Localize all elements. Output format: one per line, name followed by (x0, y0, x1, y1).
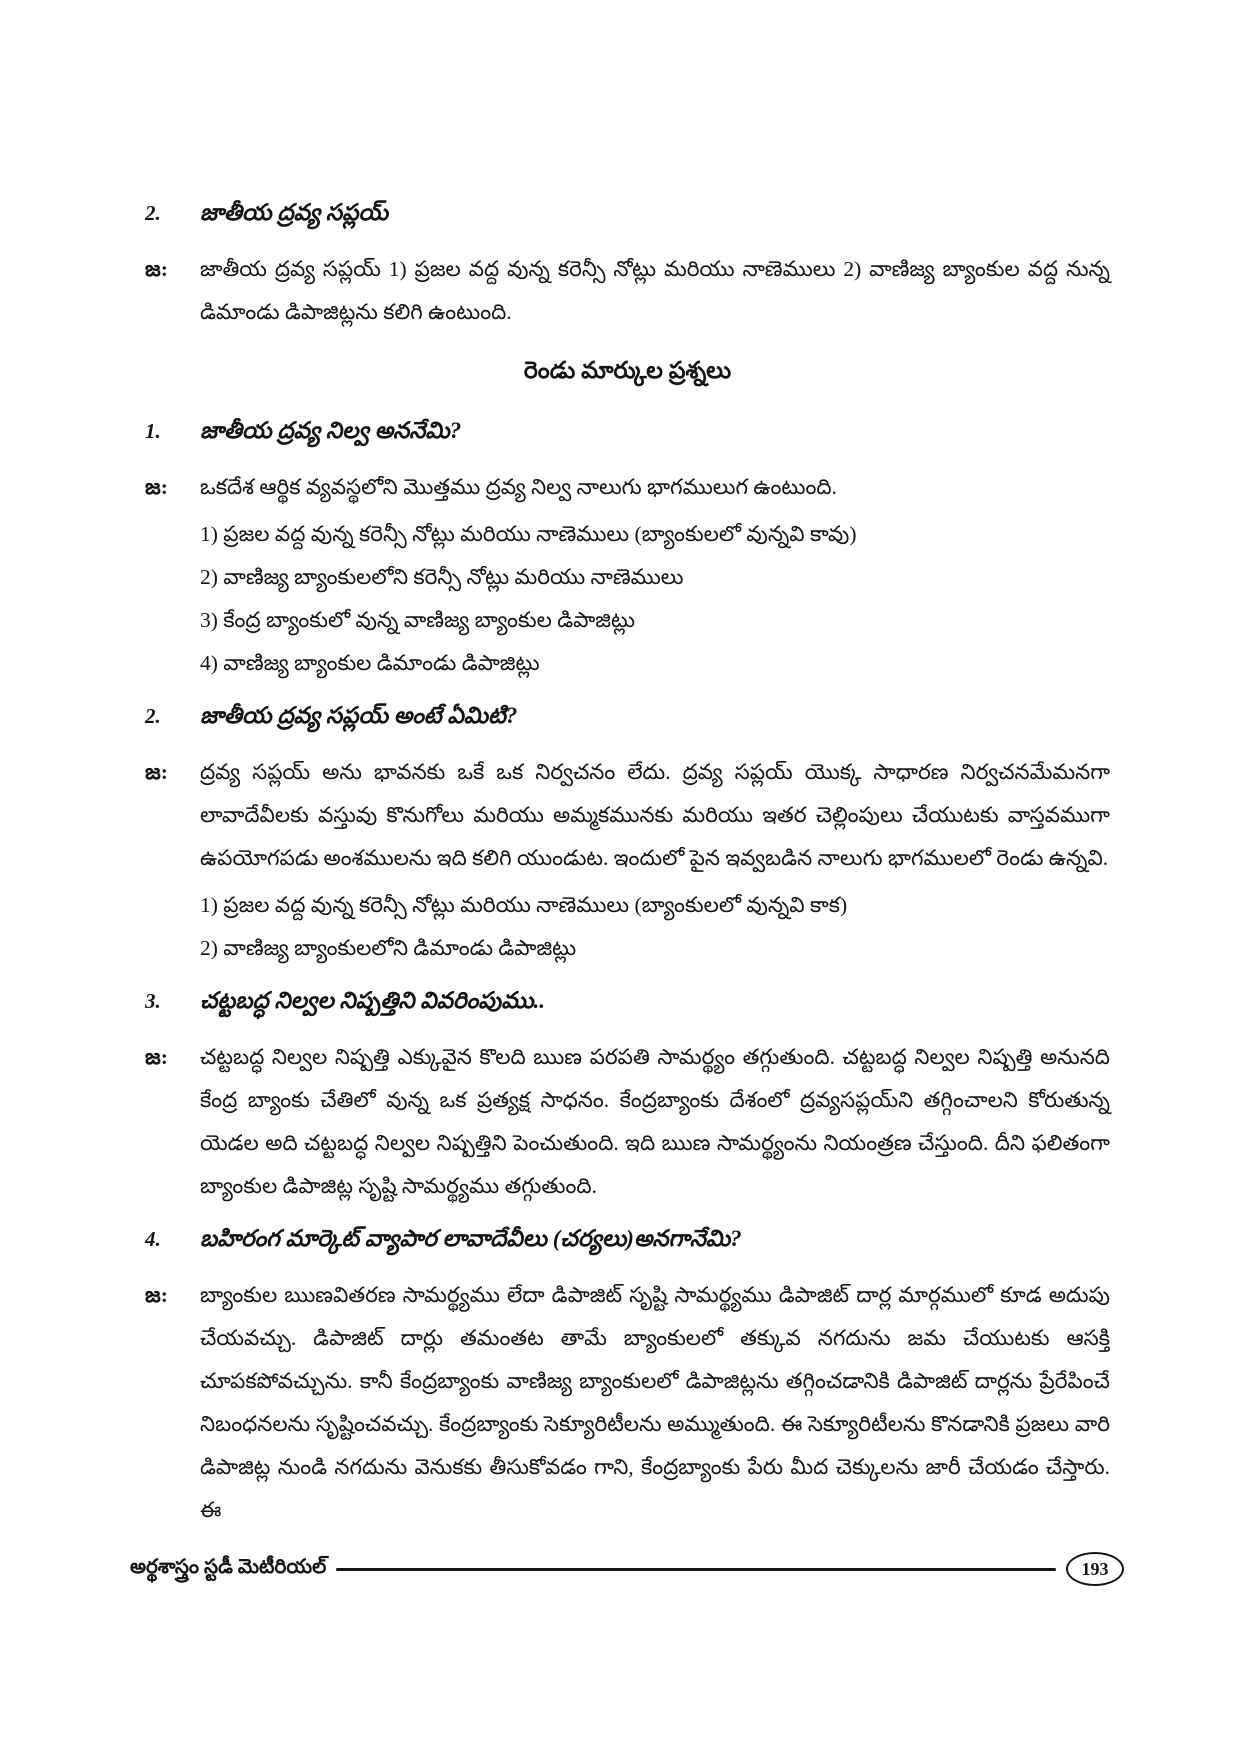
answer-row (145, 751, 1110, 880)
list-item: 3) కేంద్ర బ్యాంకులో వున్న వాణిజ్య బ్యాంకుల డిపాజిట్లు (200, 608, 636, 632)
answer-points (200, 884, 1110, 970)
answer-label: జ: (145, 475, 168, 499)
question-heading-row (145, 414, 1110, 448)
top-item-block (145, 196, 1110, 334)
question-number: 2. (145, 704, 161, 728)
question-heading-row (145, 196, 1110, 230)
question-block-4 (145, 1222, 1110, 1532)
answer-label: జ: (145, 1045, 168, 1069)
question-text: జాతీయ ద్రవ్య సప్లయ్ అంటే ఏమిటి? (200, 703, 518, 728)
question-text: జాతీయ ద్రవ్య నిల్వ అననేమి? (200, 418, 462, 443)
list-item: 1) ప్రజల వద్ద వున్న కరెన్సీ నోట్లు మరియు నాణెములు (బ్యాంకులలో వున్నవి కావు) (200, 522, 857, 546)
footer-title: అర్థశాస్త్రం స్టడీ మెటీరియల్ (130, 1555, 327, 1578)
question-number: 3. (145, 989, 161, 1013)
list-item: 2) వాణిజ్య బ్యాంకులలోని డిమాండు డిపాజిట్లు (200, 936, 577, 960)
answer-points (200, 513, 1110, 685)
answer-text: బ్యాంకుల ఋణవితరణ సామర్థ్యము లేదా డిపాజిట్ సృష్టి సామర్థ్యము డిపాజిట్ దార్ల మార్గములో కూడ అదుపు చేయవచ్చు. డిపాజిట్ దార్లు తమంతట తామే బ్యాంకులలో తక్కువ నగదును జమ చేయుటకు ఆసక్తి చూపకపోవచ్చును. కానీ కేంద్రబ్యాంకు వాణిజ్య బ్యాంకులలో డిపాజిట్లను తగ్గించడానికి డిపాజిట్ దార్లను ప్రేరేపించే నిబంధనలను సృష్టించవచ్చు. కేంద్రబ్యాంకు సెక్యూరిటీలను అమ్ముతుంది. ఈ సెక్యూరిటీలను కొనడానికి ప్రజలు వారి డిపాజిట్ల నుండి నగదును వెనుకకు తీసుకోవడం గాని, కేంద్రబ్యాంకు పేరు మీద చెక్కులను జారీ చేయడం చేస్తారు. ఈ (200, 1283, 1110, 1522)
question-text (200, 984, 545, 1018)
list-item: 1) ప్రజల వద్ద వున్న కరెన్సీ నోట్లు మరియు నాణెములు (బ్యాంకులలో వున్నవి కాక) (200, 893, 848, 917)
answer-text: ద్రవ్య సప్లయ్ అను భావనకు ఒకే ఒక నిర్వచనం లేదు. ద్రవ్య సప్లయ్ యొక్క సాధారణ నిర్వచనమేమనగా లావాదేవీలకు వస్తువు కొనుగోలు మరియు అమ్మకమునకు మరియు ఇతర చెల్లింపులు చేయుటకు వాస్తవముగా ఉపయోగపడు అంశములను ఇది కలిగి యుండుట. ఇందులో పైన ఇవ్వబడిన నాలుగు భాగములలో రెండు ఉన్నవి. (200, 760, 1110, 870)
answer-row (145, 248, 1110, 334)
question-heading-row (145, 699, 1110, 733)
question-text-regular: చట్టబద్ధ నిల్వల నిష్పత్తిని (200, 988, 421, 1013)
answer-text: ఒకదేశ ఆర్థిక వ్యవస్థలోని మొత్తము ద్రవ్య నిల్వ నాలుగు భాగములుగ ఉంటుంది. (200, 475, 837, 499)
page-number-badge (1066, 1552, 1124, 1586)
question-block-2 (145, 699, 1110, 970)
question-text-bold: వివరింపుము.. (420, 988, 546, 1013)
answer-label: జ: (145, 760, 168, 784)
page-footer (130, 1552, 1124, 1586)
list-item: 4) వాణిజ్య బ్యాంకుల డిమాండు డిపాజిట్లు (200, 651, 540, 675)
answer-row (145, 466, 1110, 509)
answer-row (145, 1274, 1110, 1532)
question-number: 1. (145, 419, 161, 443)
section-heading: రెండు మార్కుల ప్రశ్నలు (523, 358, 732, 384)
answer-label: జ: (145, 1283, 168, 1307)
page-number: 193 (1081, 1558, 1109, 1579)
question-block-1 (145, 414, 1110, 685)
question-text: జాతీయ ద్రవ్య సప్లయ్ (200, 200, 389, 225)
list-item: 2) వాణిజ్య బ్యాంకులలోని కరెన్సీ నోట్లు మరియు నాణెములు (200, 565, 684, 589)
question-block-3 (145, 984, 1110, 1208)
footer-rule (336, 1568, 1056, 1571)
question-number: 4. (145, 1227, 161, 1251)
question-heading-row (145, 984, 1110, 1018)
question-heading-row (145, 1222, 1110, 1256)
answer-text: జాతీయ ద్రవ్య సప్లయ్ 1) ప్రజల వద్ద వున్న కరెన్సీ నోట్లు మరియు నాణెములు 2) వాణిజ్య బ్యాంకుల వద్ద నున్న డిమాండు డిపాజిట్లను కలిగి ఉంటుంది. (200, 257, 1110, 324)
question-number: 2. (145, 201, 161, 225)
question-text (200, 1222, 742, 1256)
question-text-regular: బహిరంగ మార్కెట్ వ్యాపార లావాదేవీలు (చర్యలు) (200, 1226, 634, 1251)
answer-label: జ: (145, 257, 168, 281)
answer-text: చట్టబద్ధ నిల్వల నిష్పత్తి ఎక్కువైన కొలది ఋణ పరపతి సామర్థ్యం తగ్గుతుంది. చట్టబద్ధ నిల్వల నిష్పత్తి అనునది కేంద్ర బ్యాంకు చేతిలో వున్న ఒక ప్రత్యక్ష సాధనం. కేంద్రబ్యాంకు దేశంలో ద్రవ్యసప్లయ్‌ని తగ్గించాలని కోరుతున్న యెడల అది చట్టబద్ధ నిల్వల నిష్పత్తిని పెంచుతుంది. ఇది ఋణ సామర్థ్యంను నియంత్రణ చేస్తుంది. దీని ఫలితంగా బ్యాంకుల డిపాజిట్ల సృష్టి సామర్థ్యము తగ్గుతుంది. (200, 1045, 1110, 1198)
question-text-bold: అనగానేమి? (633, 1226, 742, 1251)
answer-row (145, 1036, 1110, 1208)
